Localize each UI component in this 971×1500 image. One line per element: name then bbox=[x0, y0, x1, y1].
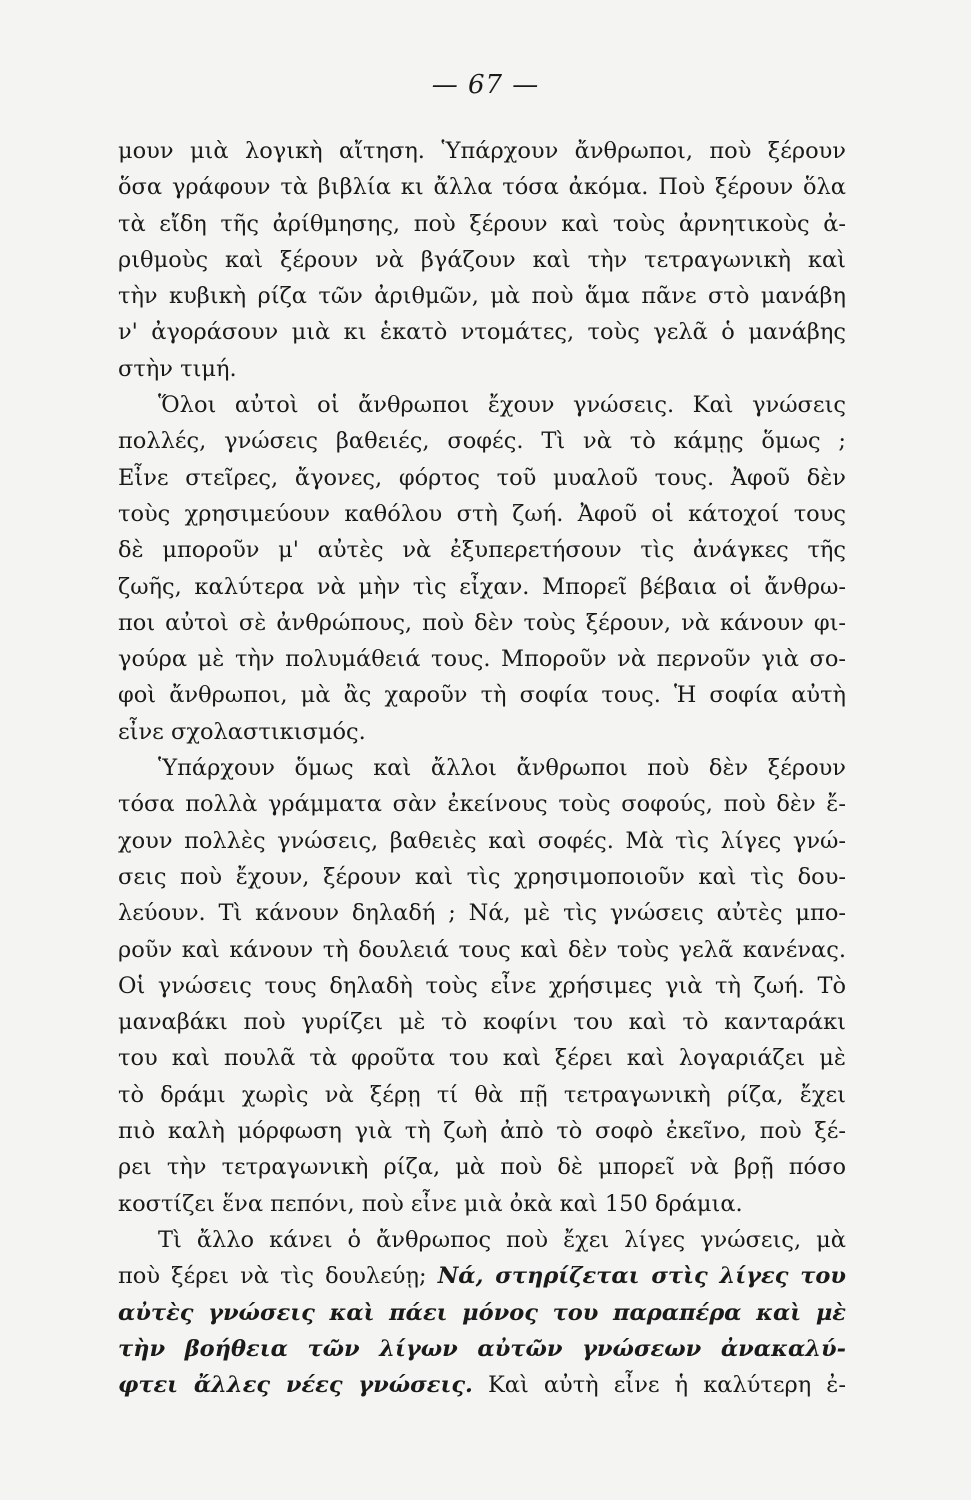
text-line: τὸ δράμι χωρὶς νὰ ξέρῃ τί θὰ πῇ τετραγωνικὴ ρίζα, ἔχει bbox=[118, 1081, 846, 1108]
text-line: στὴν τιμή. bbox=[118, 355, 237, 382]
text-line: τοὺς χρησιμεύουν καθόλου στὴ ζωή. Ἀφοῦ οἱ κάτοχοί τους bbox=[118, 500, 846, 527]
text-line: εἶνε σχολαστικισμός. bbox=[118, 718, 366, 745]
text-line: χουν πολλὲς γνώσεις, βαθειὲς καὶ σοφές. Μὰ τὶς λίγες γνώ- bbox=[118, 827, 846, 854]
text-line: ριθμοὺς καὶ ξέρουν νὰ βγάζουν καὶ τὴν τετραγωνικὴ καὶ bbox=[118, 246, 846, 273]
text-line bbox=[118, 1222, 846, 1258]
page-number: — 67 — bbox=[431, 70, 540, 100]
plain-text: Τὶ ἄλλο κάνει ὁ ἄνθρωπος ποὺ ἔχει λίγες γνώσεις, μὰ bbox=[158, 1226, 846, 1253]
text-line: ὅσα γράφουν τὰ βιβλία κι ἄλλα τόσα ἀκόμα. Ποὺ ξέρουν ὅλα bbox=[118, 174, 846, 201]
text-line bbox=[118, 1258, 846, 1294]
text-line: πολλές, γνώσεις βαθειές, σοφές. Τὶ νὰ τὸ κάμῃς ὅμως ; bbox=[118, 428, 846, 455]
text-line: τόσα πολλὰ γράμματα σὰν ἐκείνους τοὺς σοφούς, ποὺ δὲν ἔ- bbox=[118, 791, 846, 818]
text-line: γούρα μὲ τὴν πολυμάθειά τους. Μποροῦν νὰ περνοῦν γιὰ σο- bbox=[118, 646, 846, 673]
text-line: ζωῆς, καλύτερα νὰ μὴν τὶς εἶχαν. Μπορεῖ βέβαια οἱ ἄνθρω- bbox=[118, 573, 846, 600]
text-line: Εἶνε στεῖρες, ἄγονες, φόρτος τοῦ μυαλοῦ τους. Ἀφοῦ δὲν bbox=[118, 464, 846, 491]
text-line: ρει τὴν τετραγωνικὴ ρίζα, μὰ ποὺ δὲ μπορεῖ νὰ βρῇ πόσο bbox=[118, 1154, 846, 1181]
emphasized-text: φτει ἄλλες νέες γνώσεις. bbox=[118, 1372, 473, 1399]
text-line: τὴν κυβικὴ ρίζα τῶν ἀριθμῶν, μὰ ποὺ ἅμα πᾶνε στὸ μανάβη bbox=[118, 283, 846, 310]
text-line: ροῦν καὶ κάνουν τὴ δουλειά τους καὶ δὲν τοὺς γελᾶ κανένας. bbox=[118, 936, 846, 963]
text-line: λεύουν. Τὶ κάνουν δηλαδή ; Νά, μὲ τὶς γνώσεις αὐτὲς μπο- bbox=[118, 900, 846, 927]
text-line: Ὑπάρχουν ὅμως καὶ ἄλλοι ἄνθρωποι ποὺ δὲν ξέρουν bbox=[158, 755, 846, 782]
text-line: του καὶ πουλᾶ τὰ φροῦτα του καὶ ξέρει καὶ λογαριάζει μὲ bbox=[118, 1045, 846, 1072]
paragraph-2 bbox=[118, 387, 846, 750]
plain-text: Καὶ αὐτὴ εἶνε ἡ καλύτερη ἐ- bbox=[472, 1372, 846, 1399]
text-line: δὲ μποροῦν μ' αὐτὲς νὰ ἐξυπερετήσουν τὶς ἀνάγκες τῆς bbox=[118, 537, 846, 564]
text-line: φοὶ ἄνθρωποι, μὰ ἂς χαροῦν τὴ σοφία τους. Ἡ σοφία αὐτὴ bbox=[118, 682, 846, 709]
text-line: Ὅλοι αὐτοὶ οἱ ἄνθρωποι ἔχουν γνώσεις. Καὶ γνώσεις bbox=[158, 392, 846, 419]
text-line: μαναβάκι ποὺ γυρίζει μὲ τὸ κοφίνι του καὶ τὸ κανταράκι bbox=[118, 1009, 846, 1036]
emphasized-text: τὴν βοήθεια τῶν λίγων αὐτῶν γνώσεων ἀνακαλύ- bbox=[118, 1335, 846, 1362]
paragraph-1 bbox=[118, 133, 846, 387]
plain-text: ποὺ ξέρει νὰ τὶς δουλεύῃ; bbox=[118, 1263, 438, 1290]
text-line: Οἱ γνώσεις τους δηλαδὴ τοὺς εἶνε χρήσιμες γιὰ τὴ ζωή. Τὸ bbox=[118, 972, 846, 999]
text-line: κοστίζει ἕνα πεπόνι, ποὺ εἶνε μιὰ ὀκὰ καὶ 150 δράμια. bbox=[118, 1190, 743, 1217]
text-line bbox=[118, 1367, 846, 1403]
text-line: ποι αὐτοὶ σὲ ἀνθρώπους, ποὺ δὲν τοὺς ξέρουν, νὰ κάνουν φι- bbox=[118, 609, 846, 636]
text-line: πιὸ καλὴ μόρφωση γιὰ τὴ ζωὴ ἀπὸ τὸ σοφὸ ἐκεῖνο, ποὺ ξέ- bbox=[118, 1118, 846, 1145]
text-line: μουν μιὰ λογικὴ αἴτηση. Ὑπάρχουν ἄνθρωποι, ποὺ ξέρουν bbox=[118, 138, 846, 164]
text-line: ν' ἀγοράσουν μιὰ κι ἑκατὸ ντομάτες, τοὺς γελᾶ ὁ μανάβης bbox=[118, 319, 846, 346]
text-line: τὰ εἴδη τῆς ἀρίθμησης, ποὺ ξέρουν καὶ τοὺς ἀρνητικοὺς ἀ- bbox=[118, 210, 846, 237]
text-line bbox=[118, 1295, 846, 1331]
emphasized-text: Νά, στηρίζεται στὶς λίγες του bbox=[437, 1263, 846, 1290]
text-line bbox=[118, 1331, 846, 1367]
emphasized-text: αὐτὲς γνώσεις καὶ πάει μόνος του παραπέρα καὶ μὲ bbox=[118, 1299, 846, 1326]
paragraph-4 bbox=[118, 1222, 846, 1403]
paragraph-3 bbox=[118, 750, 846, 1222]
body-text bbox=[118, 133, 846, 1403]
text-line: σεις ποὺ ἔχουν, ξέρουν καὶ τὶς χρησιμοποιοῦν καὶ τὶς δου- bbox=[118, 863, 846, 890]
